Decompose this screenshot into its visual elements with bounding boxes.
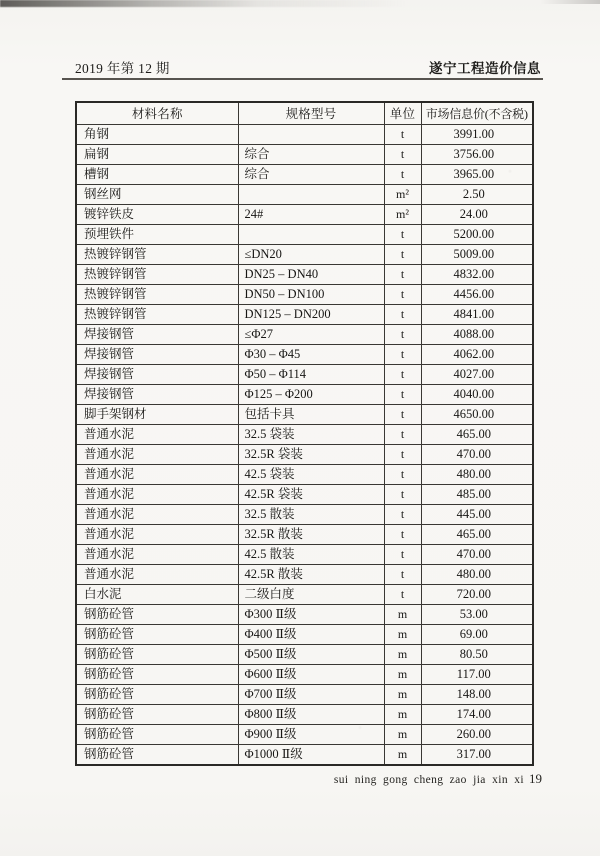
price-cell: 470.00 (421, 544, 533, 564)
price-cell: 4650.00 (421, 404, 533, 424)
spec-cell (238, 224, 384, 244)
spec-cell: Φ1000 Ⅱ级 (238, 744, 384, 765)
table-row (76, 664, 533, 684)
unit-cell: t (384, 304, 421, 324)
material-cell: 普通水泥 (76, 504, 238, 524)
table-row (76, 224, 533, 244)
price-cell: 4456.00 (421, 284, 533, 304)
unit-header: 单位 (384, 102, 421, 124)
material-cell: 钢筋砼管 (76, 604, 238, 624)
table-row (76, 424, 533, 444)
table-row (76, 604, 533, 624)
material-price-table (75, 101, 534, 766)
publication-title: 遂宁工程造价信息 (429, 61, 541, 76)
unit-cell: t (384, 244, 421, 264)
unit-cell: t (384, 164, 421, 184)
table-row (76, 624, 533, 644)
spec-cell: DN125 – DN200 (238, 304, 384, 324)
unit-cell: m (384, 704, 421, 724)
spec-cell (238, 184, 384, 204)
price-cell: 3991.00 (421, 124, 533, 144)
price-cell: 720.00 (421, 584, 533, 604)
table-row (76, 344, 533, 364)
spec-cell: DN25 – DN40 (238, 264, 384, 284)
price-cell: 465.00 (421, 424, 533, 444)
scan-artifact-top-right (540, 0, 600, 4)
spec-cell: 24# (238, 204, 384, 224)
spec-cell: Φ800 Ⅱ级 (238, 704, 384, 724)
price-cell: 4040.00 (421, 384, 533, 404)
unit-cell: m (384, 724, 421, 744)
material-cell: 焊接钢管 (76, 364, 238, 384)
table-row (76, 124, 533, 144)
price-cell: 445.00 (421, 504, 533, 524)
price-cell: 148.00 (421, 684, 533, 704)
spec-cell: ≤DN20 (238, 244, 384, 264)
table-row (76, 524, 533, 544)
material-cell: 普通水泥 (76, 464, 238, 484)
material-cell: 白水泥 (76, 584, 238, 604)
table-row (76, 264, 533, 284)
table-row (76, 704, 533, 724)
table-row (76, 284, 533, 304)
price-cell: 480.00 (421, 564, 533, 584)
table-row (76, 744, 533, 765)
material-cell: 焊接钢管 (76, 344, 238, 364)
material-cell: 普通水泥 (76, 484, 238, 504)
table-header-row (76, 102, 533, 124)
table-row (76, 644, 533, 664)
price-cell: 3756.00 (421, 144, 533, 164)
price-cell: 174.00 (421, 704, 533, 724)
table-row (76, 364, 533, 384)
spec-cell: 42.5R 散装 (238, 564, 384, 584)
unit-cell: m² (384, 204, 421, 224)
material-cell: 角钢 (76, 124, 238, 144)
unit-cell: t (384, 524, 421, 544)
spec-cell: 32.5R 袋装 (238, 444, 384, 464)
unit-cell: t (384, 464, 421, 484)
page-number: 19 (529, 771, 542, 786)
spec-cell: 32.5 袋装 (238, 424, 384, 444)
price-cell: 69.00 (421, 624, 533, 644)
unit-cell: t (384, 584, 421, 604)
material-cell: 普通水泥 (76, 564, 238, 584)
spec-cell: Φ600 Ⅱ级 (238, 664, 384, 684)
material-cell: 钢筋砼管 (76, 744, 238, 765)
unit-cell: m (384, 604, 421, 624)
unit-cell: t (384, 364, 421, 384)
price-cell: 260.00 (421, 724, 533, 744)
price-cell: 480.00 (421, 464, 533, 484)
price-cell: 80.50 (421, 644, 533, 664)
table-row (76, 384, 533, 404)
unit-cell: t (384, 544, 421, 564)
material-cell: 钢筋砼管 (76, 644, 238, 664)
unit-cell: m (384, 744, 421, 765)
material-name-header: 材料名称 (76, 102, 238, 124)
scan-artifact-top (0, 0, 430, 7)
material-cell: 镀锌铁皮 (76, 204, 238, 224)
spec-cell: Φ900 Ⅱ级 (238, 724, 384, 744)
spec-cell: 42.5 袋装 (238, 464, 384, 484)
table-row (76, 684, 533, 704)
spec-cell: DN50 – DN100 (238, 284, 384, 304)
table-row (76, 504, 533, 524)
spec-cell: 42.5R 袋装 (238, 484, 384, 504)
unit-cell: t (384, 144, 421, 164)
material-cell: 钢筋砼管 (76, 704, 238, 724)
unit-cell: t (384, 264, 421, 284)
price-cell: 5009.00 (421, 244, 533, 264)
material-cell: 热镀锌钢管 (76, 284, 238, 304)
material-cell: 钢筋砼管 (76, 664, 238, 684)
spec-cell: 综合 (238, 164, 384, 184)
price-cell: 4062.00 (421, 344, 533, 364)
material-cell: 普通水泥 (76, 444, 238, 464)
material-cell: 普通水泥 (76, 424, 238, 444)
table-row (76, 324, 533, 344)
material-cell: 钢筋砼管 (76, 624, 238, 644)
unit-cell: m (384, 624, 421, 644)
unit-cell: m (384, 684, 421, 704)
material-cell: 普通水泥 (76, 544, 238, 564)
unit-cell: t (384, 344, 421, 364)
spec-cell: Φ400 Ⅱ级 (238, 624, 384, 644)
price-cell: 117.00 (421, 664, 533, 684)
price-cell: 5200.00 (421, 224, 533, 244)
unit-cell: t (384, 484, 421, 504)
price-cell: 485.00 (421, 484, 533, 504)
spec-cell: 包括卡具 (238, 404, 384, 424)
table-row (76, 204, 533, 224)
spec-cell: Φ700 Ⅱ级 (238, 684, 384, 704)
spec-cell: 32.5 散装 (238, 504, 384, 524)
header-rule (62, 78, 543, 80)
unit-cell: t (384, 404, 421, 424)
price-cell: 317.00 (421, 744, 533, 765)
price-cell: 470.00 (421, 444, 533, 464)
price-cell: 3965.00 (421, 164, 533, 184)
table-row (76, 184, 533, 204)
price-cell: 4841.00 (421, 304, 533, 324)
page-header (75, 57, 541, 77)
unit-cell: t (384, 424, 421, 444)
spec-cell: ≤Φ27 (238, 324, 384, 344)
market-price-header: 市场信息价(不含税) (421, 102, 533, 124)
table-row (76, 444, 533, 464)
issue-label: 2019 年第 12 期 (75, 61, 170, 76)
price-cell: 465.00 (421, 524, 533, 544)
spec-cell: Φ30 – Φ45 (238, 344, 384, 364)
table-row (76, 464, 533, 484)
spec-cell: 32.5R 散装 (238, 524, 384, 544)
material-cell: 钢筋砼管 (76, 684, 238, 704)
material-cell: 热镀锌钢管 (76, 244, 238, 264)
unit-cell: t (384, 284, 421, 304)
spec-cell: Φ500 Ⅱ级 (238, 644, 384, 664)
unit-cell: m (384, 664, 421, 684)
unit-cell: m² (384, 184, 421, 204)
material-cell: 焊接钢管 (76, 324, 238, 344)
unit-cell: t (384, 564, 421, 584)
material-cell: 槽钢 (76, 164, 238, 184)
material-cell: 脚手架钢材 (76, 404, 238, 424)
material-cell: 热镀锌钢管 (76, 264, 238, 284)
material-cell: 普通水泥 (76, 524, 238, 544)
spec-cell: Φ300 Ⅱ级 (238, 604, 384, 624)
material-cell: 扁钢 (76, 144, 238, 164)
price-cell: 4088.00 (421, 324, 533, 344)
material-cell: 焊接钢管 (76, 384, 238, 404)
table-row (76, 484, 533, 504)
spec-model-header: 规格型号 (238, 102, 384, 124)
footer-text: sui ning gong cheng zao jia xin xi (333, 774, 524, 786)
table-row (76, 544, 533, 564)
price-cell: 53.00 (421, 604, 533, 624)
material-cell: 预埋铁件 (76, 224, 238, 244)
price-cell: 24.00 (421, 204, 533, 224)
material-cell: 钢筋砼管 (76, 724, 238, 744)
spec-cell: 二级白度 (238, 584, 384, 604)
price-cell: 4027.00 (421, 364, 533, 384)
page-footer (334, 771, 542, 787)
material-cell: 热镀锌钢管 (76, 304, 238, 324)
table-row (76, 584, 533, 604)
unit-cell: t (384, 224, 421, 244)
table-row (76, 144, 533, 164)
table-row (76, 564, 533, 584)
spec-cell: Φ125 – Φ200 (238, 384, 384, 404)
unit-cell: t (384, 324, 421, 344)
unit-cell: t (384, 504, 421, 524)
unit-cell: t (384, 384, 421, 404)
price-cell: 2.50 (421, 184, 533, 204)
spec-cell: Φ50 – Φ114 (238, 364, 384, 384)
material-cell: 钢丝网 (76, 184, 238, 204)
table-row (76, 164, 533, 184)
table-row (76, 404, 533, 424)
spec-cell (238, 124, 384, 144)
table-body (76, 124, 533, 765)
table-row (76, 244, 533, 264)
spec-cell: 42.5 散装 (238, 544, 384, 564)
unit-cell: t (384, 124, 421, 144)
price-cell: 4832.00 (421, 264, 533, 284)
unit-cell: m (384, 644, 421, 664)
spec-cell: 综合 (238, 144, 384, 164)
unit-cell: t (384, 444, 421, 464)
table-row (76, 724, 533, 744)
table-row (76, 304, 533, 324)
